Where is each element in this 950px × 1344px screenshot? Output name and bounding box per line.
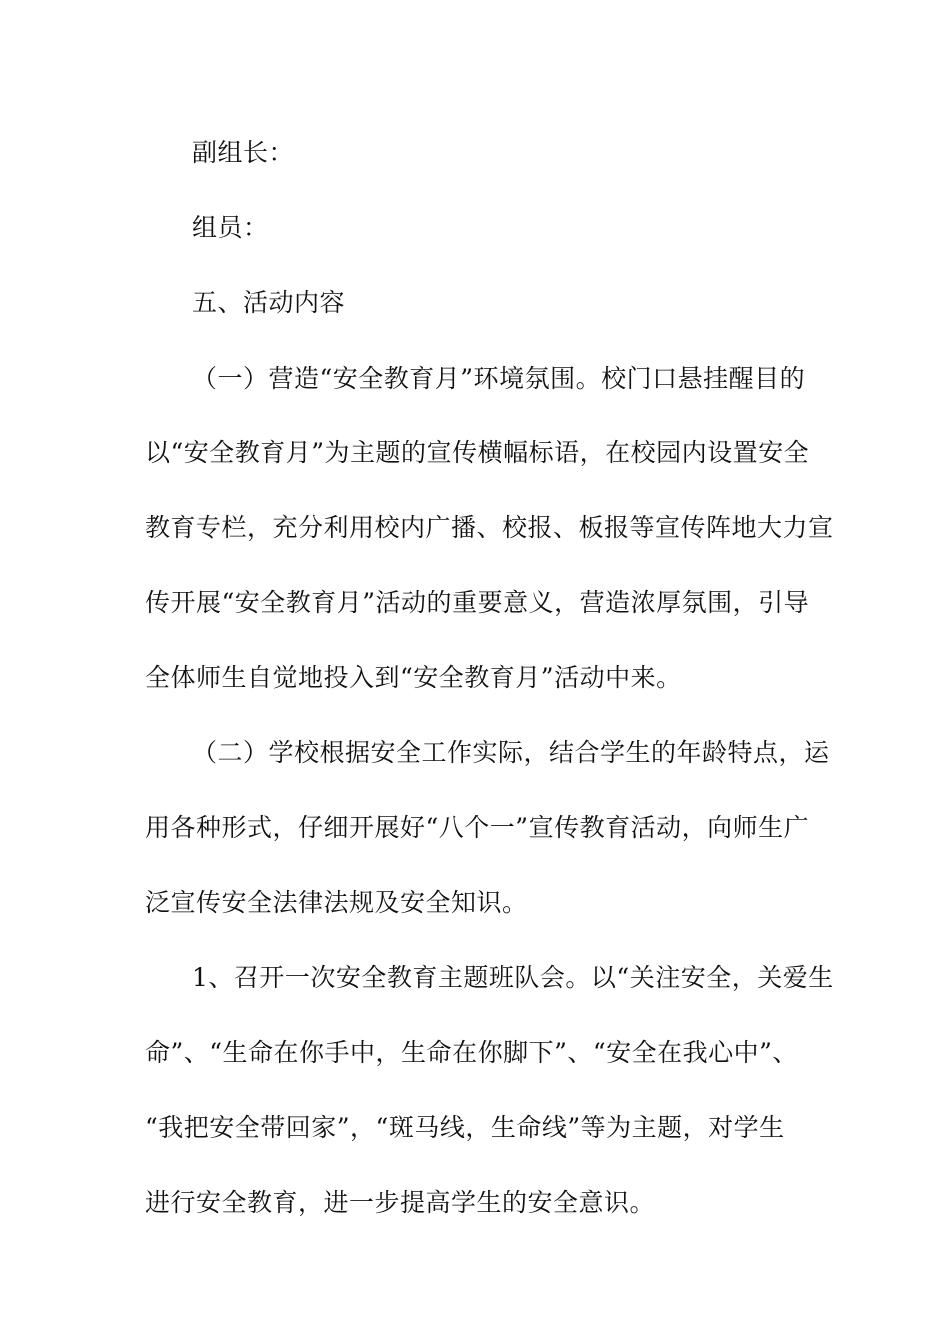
paragraph-1-line-1: （一）营造“安全教育月”环境氛围。校门口悬挂醒目的 bbox=[192, 364, 806, 393]
paragraph-2-line-3: 泛宣传安全法律法规及安全知识。 bbox=[145, 888, 528, 917]
paragraph-1-line-3: 教育专栏，充分利用校内广播、校报、板报等宣传阵地大力宣 bbox=[145, 513, 834, 542]
item-1-line-4: 进行安全教育，进一步提高学生的安全意识。 bbox=[145, 1188, 656, 1217]
section-heading: 五、活动内容 bbox=[192, 288, 346, 317]
deputy-leader-label: 副组长： bbox=[192, 138, 295, 167]
paragraph-1-line-5: 全体师生自觉地投入到“安全教育月”活动中来。 bbox=[145, 663, 682, 692]
paragraph-2-line-2: 用各种形式，仔细开展好“八个一”宣传教育活动，向师生广 bbox=[145, 813, 810, 842]
item-1-line-2: 命”、“生命在你手中，生命在你脚下”、“安全在我心中”、 bbox=[145, 1038, 798, 1067]
paragraph-2-line-1: （二）学校根据安全工作实际，结合学生的年龄特点，运 bbox=[192, 738, 830, 767]
item-1-line-1: 1、召开一次安全教育主题班队会。以“关注安全，关爱生 bbox=[192, 963, 834, 992]
paragraph-1-line-2: 以“安全教育月”为主题的宣传横幅标语，在校园内设置安全 bbox=[145, 438, 810, 467]
members-label: 组员： bbox=[192, 213, 269, 242]
item-1-line-3: “我把安全带回家”，“斑马线，生命线”等为主题，对学生 bbox=[145, 1113, 785, 1142]
paragraph-1-line-4: 传开展“安全教育月”活动的重要意义，营造浓厚氛围，引导 bbox=[145, 588, 810, 617]
